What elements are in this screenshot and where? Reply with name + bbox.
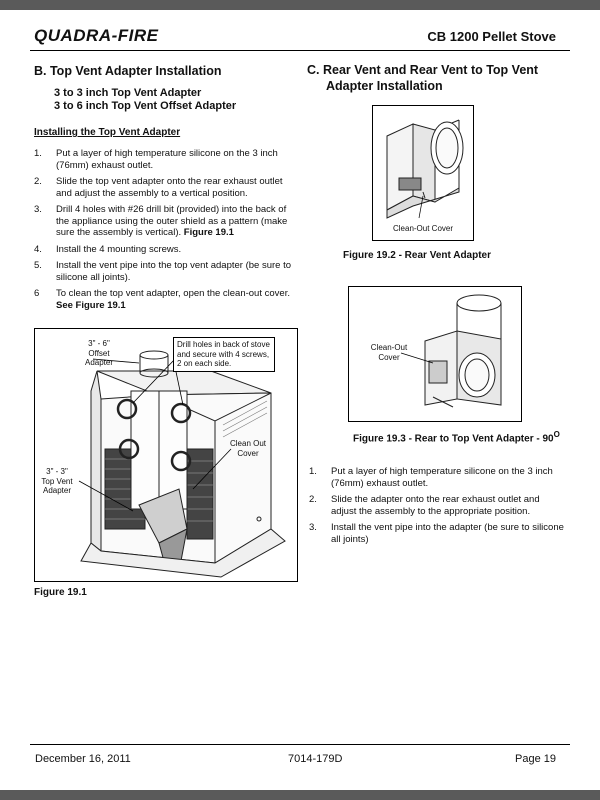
- offset-adapter-callout: 3" - 6" Offset Adapter: [84, 339, 114, 367]
- header-rule: [30, 50, 570, 51]
- footer-page-number: Page 19: [515, 753, 556, 765]
- section-c-steps-wrap: [309, 466, 567, 550]
- step-item: 1. Put a layer of high temperature silicone on the 3 inch (76mm) exhaust outlet.: [309, 466, 553, 489]
- section-b-steps: [34, 148, 296, 311]
- brand-logo: QUADRA-FIRE: [34, 26, 159, 45]
- step-item: 4. Install the 4 mounting screws.: [34, 243, 182, 255]
- subtitle-2: 3 to 6 inch Top Vent Offset Adapter: [54, 100, 237, 112]
- footer-date: December 16, 2011: [35, 753, 131, 765]
- degree-mark: O: [553, 430, 560, 439]
- step-item: 3. Install the vent pipe into the adapter (be sure to silicone all joints): [309, 522, 564, 545]
- step-item: 3. Drill 4 holes with #26 drill bit (provided) into the back of the appliance using the outer shield as a pattern (make sure the assembly is vertical). Figure 19.1: [34, 204, 288, 238]
- step-item: 1. Put a layer of high temperature silicone on the 3 inch (76mm) exhaust outlet.: [34, 148, 278, 171]
- clean-out-cover-callout: Clean Out Cover: [229, 439, 267, 458]
- figure-19-3-caption: Figure 19.3 - Rear to Top Vent Adapter - $90^O$: [353, 430, 560, 445]
- top-vent-adapter-callout: 3" - 3" Top Vent Adapter: [41, 467, 73, 495]
- step-item: 5. Install the vent pipe into the top vent adapter (be sure to silicone all joints).: [34, 260, 292, 283]
- figure-ref: See Figure 19.1: [56, 299, 126, 311]
- document-title: CB 1200 Pellet Stove: [427, 29, 556, 44]
- figure-19-2-frame: [372, 105, 474, 241]
- clean-out-cover-callout: Clean-Out Cover: [370, 343, 408, 362]
- figure-19-1-caption: Figure 19.1: [34, 587, 87, 598]
- step-item: 2. Slide the adapter onto the rear exhaust outlet and adjust the assembly to the appropriate position.: [309, 494, 540, 517]
- installing-label: Installing the Top Vent Adapter: [34, 127, 181, 138]
- step-item: 6 To clean the top vent adapter, open the clean-out cover. See Figure 19.1: [34, 288, 290, 311]
- section-b-subtitles: [54, 87, 296, 113]
- top-bar: [0, 0, 600, 10]
- figure-19-3-frame: [348, 286, 522, 422]
- figure-19-1-frame: [34, 328, 298, 582]
- footer-document-code: 7014-179D: [288, 753, 343, 765]
- figure-ref: Figure 19.1: [183, 227, 234, 238]
- section-b: [34, 63, 296, 316]
- bottom-bar: [0, 790, 600, 800]
- drill-holes-callout: Drill holes in back of stove and secure with 4 screws, 2 on each side.: [173, 337, 275, 372]
- clean-out-cover-callout: Clean-Out Cover: [392, 224, 454, 233]
- section-b-title: B. Top Vent Adapter Installation: [34, 64, 222, 78]
- subtitle-1: 3 to 3 inch Top Vent Adapter: [54, 87, 202, 99]
- section-c-heading: [307, 62, 569, 94]
- rear-vent-adapter-illustration: [373, 106, 473, 240]
- step-item: 2. Slide the top vent adapter onto the rear exhaust outlet and adjust the assembly to a vertical position.: [34, 176, 283, 199]
- section-c-steps: [309, 466, 567, 545]
- footer-rule: [30, 744, 570, 745]
- figure-19-2-caption: Figure 19.2 - Rear Vent Adapter: [343, 250, 492, 261]
- section-c-title: C. Rear Vent and Rear Vent to Top Vent Adapter Installation: [307, 63, 539, 93]
